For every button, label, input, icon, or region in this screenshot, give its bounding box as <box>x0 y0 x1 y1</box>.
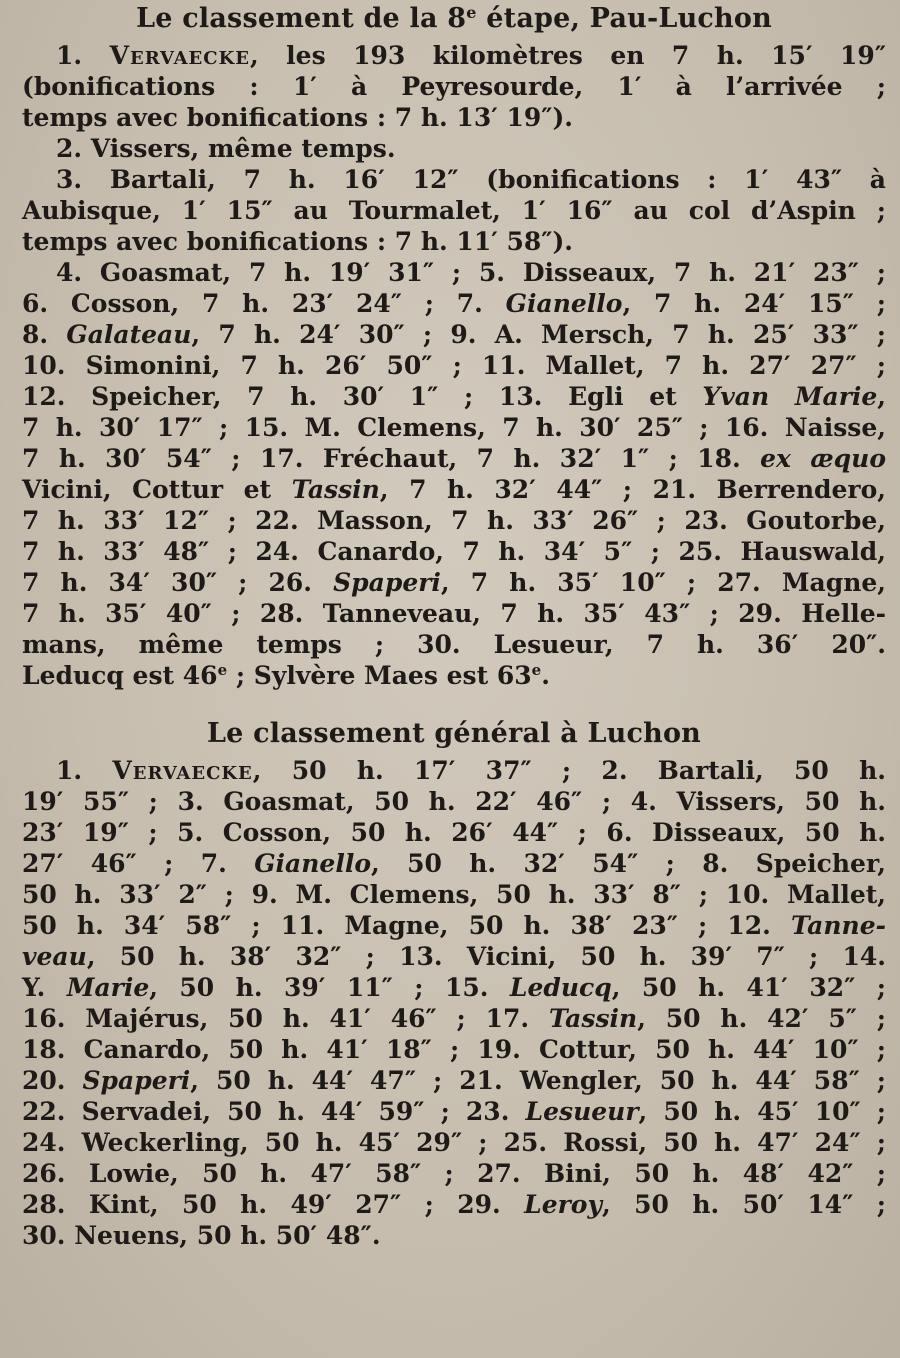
stage-classification-section <box>22 2 886 691</box>
italic-name: Tassin <box>548 1004 638 1033</box>
text-run: , 50 h. 42′ 5″ ; <box>637 1004 886 1033</box>
text-line <box>22 164 886 195</box>
text-run: 10. Simonini, 7 h. 26′ 50″ ; 11. Mallet, 7 h. 27′ 27″ ; <box>22 351 886 380</box>
text-line <box>22 786 886 817</box>
text-run: 16. Majérus, 50 h. 41′ 46″ ; 17. <box>22 1004 549 1033</box>
text-line <box>22 288 886 319</box>
text-line <box>22 1127 886 1158</box>
text-run: , 50 h. 41′ 32″ ; <box>611 973 886 1002</box>
general-classification-body <box>22 755 886 1251</box>
text-line <box>22 660 886 691</box>
text-run: 1. <box>56 41 110 70</box>
text-run: 7 h. 30′ 54″ ; 17. Fréchaut, 7 h. 32′ 1″ ; 18. <box>22 444 761 473</box>
text-line <box>22 941 886 972</box>
text-line <box>22 629 886 660</box>
italic-name: Gianello <box>505 289 623 318</box>
text-line <box>22 879 886 910</box>
text-run: (bonifications : 1′ à Peyresourde, 1′ à l’arrivée ; <box>22 72 886 101</box>
text-line <box>22 71 886 102</box>
text-run: 1. <box>56 756 113 785</box>
text-run: , 50 h. 50′ 14″ ; <box>602 1190 886 1219</box>
text-line <box>22 972 886 1003</box>
text-line <box>22 40 886 71</box>
text-run: Y. <box>22 973 67 1002</box>
text-line <box>22 133 886 164</box>
text-run: 23′ 19″ ; 5. Cosson, 50 h. 26′ 44″ ; 6. Disseaux, 50 h. <box>22 818 886 847</box>
text-run: temps avec bonifications : 7 h. 11′ 58″). <box>22 227 574 256</box>
text-run: 6. Cosson, 7 h. 23′ 24″ ; 7. <box>22 289 506 318</box>
italic-name: veau <box>22 942 87 971</box>
italic-name: Lesueur <box>525 1097 639 1126</box>
text-line <box>22 319 886 350</box>
stage-title-tail: étape, Pau-Luchon <box>476 3 772 34</box>
italic-name: Tassin <box>291 475 380 504</box>
text-run: 7 h. 33′ 48″ ; 24. Canardo, 7 h. 34′ 5″ ; 25. Hauswald, <box>22 537 886 566</box>
text-run: , 50 h. 45′ 10″ ; <box>638 1097 886 1126</box>
text-line <box>22 1158 886 1189</box>
text-line <box>22 755 886 786</box>
stage-classification-title <box>22 2 886 36</box>
stage-title-superscript: e <box>466 3 477 22</box>
italic-name: Spaperi <box>82 1066 191 1095</box>
italic-name: Marie <box>66 973 150 1002</box>
text-run: 2. Vissers, même temps. <box>56 134 396 163</box>
text-line <box>22 1065 886 1096</box>
text-line <box>22 1034 886 1065</box>
text-run: , 7 h. 35′ 10″ ; 27. Magne, <box>440 568 887 597</box>
italic-name: Gianello <box>254 849 371 878</box>
text-run: , 50 h. 44′ 47″ ; 21. Wengler, 50 h. 44′ 58″ ; <box>190 1066 886 1095</box>
text-run: 12. Speicher, 7 h. 30′ 1″ ; 13. Egli et <box>22 382 703 411</box>
general-classification-section <box>22 717 886 1251</box>
italic-name: Yvan Marie <box>702 382 878 411</box>
ordinal-suffix: e <box>531 661 542 679</box>
text-run: 7 h. 34′ 30″ ; 26. <box>22 568 334 597</box>
text-line <box>22 505 886 536</box>
text-line <box>22 474 886 505</box>
text-run: 7 h. 30′ 17″ ; 15. M. Clemens, 7 h. 30′ 25″ ; 16. Naisse, <box>22 413 886 442</box>
text-run: , les 193 kilomètres en 7 h. 15′ 19″ <box>249 41 886 70</box>
text-run: Vicini, Cottur et <box>22 475 292 504</box>
text-line <box>22 1220 886 1251</box>
stage-classification-body <box>22 40 886 691</box>
text-line <box>22 226 886 257</box>
text-run: 22. Servadei, 50 h. 44′ 59″ ; 23. <box>22 1097 526 1126</box>
text-run: 28. Kint, 50 h. 49′ 27″ ; 29. <box>22 1190 525 1219</box>
text-run: , 50 h. 38′ 32″ ; 13. Vicini, 50 h. 39′ 7″ ; 14. <box>86 942 886 971</box>
text-line <box>22 910 886 941</box>
text-run: 24. Weckerling, 50 h. 45′ 29″ ; 25. Rossi, 50 h. 47′ 24″ ; <box>22 1128 886 1157</box>
italic-name: Tanne- <box>790 911 886 940</box>
text-line <box>22 102 886 133</box>
text-run: 26. Lowie, 50 h. 47′ 58″ ; 27. Bini, 50 h. 48′ 42″ ; <box>22 1159 886 1188</box>
text-line <box>22 195 886 226</box>
text-run: 30. Neuens, 50 h. 50′ 48″. <box>22 1221 381 1250</box>
text-run: 7 h. 35′ 40″ ; 28. Tanneveau, 7 h. 35′ 43″ ; 29. Helle- <box>22 599 886 628</box>
text-run: Aubisque, 1′ 15″ au Tourmalet, 1′ 16″ au col d’Aspin ; <box>22 196 886 225</box>
text-line <box>22 443 886 474</box>
text-run: 50 h. 34′ 58″ ; 11. Magne, 50 h. 38′ 23″ ; 12. <box>22 911 791 940</box>
text-run: , 7 h. 32′ 44″ ; 21. Berrendero, <box>379 475 886 504</box>
text-run: 4. Goasmat, 7 h. 19′ 31″ ; 5. Disseaux, 7 h. 21′ 23″ ; <box>56 258 886 287</box>
text-line <box>22 848 886 879</box>
text-line <box>22 412 886 443</box>
text-run: mans, même temps ; 30. Lesueur, 7 h. 36′ 20″. <box>22 630 886 659</box>
text-line <box>22 1003 886 1034</box>
text-run: , 7 h. 24′ 15″ ; <box>622 289 886 318</box>
text-line <box>22 257 886 288</box>
text-run: 8. <box>22 320 67 349</box>
text-line <box>22 567 886 598</box>
text-run: Vervaecke <box>112 756 253 785</box>
text-run: , 50 h. 39′ 11″ ; 15. <box>149 973 510 1002</box>
italic-name: ex æquo <box>760 444 886 473</box>
text-run: , 7 h. 24′ 30″ ; 9. A. Mersch, 7 h. 25′ 33″ ; <box>191 320 886 349</box>
text-run: 50 h. 33′ 2″ ; 9. M. Clemens, 50 h. 33′ 8″ ; 10. Mallet, <box>22 880 886 909</box>
text-run: 18. Canardo, 50 h. 41′ 18″ ; 19. Cottur, 50 h. 44′ 10″ ; <box>22 1035 886 1064</box>
text-run: . <box>541 661 550 690</box>
text-run: 20. <box>22 1066 83 1095</box>
italic-name: Leroy <box>524 1190 603 1219</box>
text-run: Leducq est 46 <box>22 661 218 690</box>
text-run: , 50 h. 32′ 54″ ; 8. Speicher, <box>371 849 887 878</box>
italic-name: Leducq <box>509 973 612 1002</box>
text-run: 27′ 46″ ; 7. <box>22 849 255 878</box>
general-classification-title: Le classement général à Luchon <box>206 718 702 749</box>
text-run: , 50 h. 17′ 37″ ; 2. Bartali, 50 h. <box>252 756 886 785</box>
text-run: ; Sylvère Maes est 63 <box>227 661 532 690</box>
text-line <box>22 1096 886 1127</box>
text-line <box>22 817 886 848</box>
ordinal-suffix: e <box>217 661 228 679</box>
text-line <box>22 536 886 567</box>
text-line <box>22 1189 886 1220</box>
text-line <box>22 598 886 629</box>
text-run: 19′ 55″ ; 3. Goasmat, 50 h. 22′ 46″ ; 4. Vissers, 50 h. <box>22 787 886 816</box>
text-run: , <box>877 382 886 411</box>
text-run: 3. Bartali, 7 h. 16′ 12″ (bonifications : 1′ 43″ à <box>56 165 886 194</box>
text-run: 7 h. 33′ 12″ ; 22. Masson, 7 h. 33′ 26″ ; 23. Goutorbe, <box>22 506 886 535</box>
stage-title-text: Le classement de la 8 <box>136 3 467 34</box>
text-line <box>22 350 886 381</box>
italic-name: Spaperi <box>333 568 441 597</box>
text-run: temps avec bonifications : 7 h. 13′ 19″). <box>22 103 574 132</box>
text-line <box>22 381 886 412</box>
italic-name: Galateau <box>66 320 192 349</box>
text-run: Vervaecke <box>109 41 250 70</box>
